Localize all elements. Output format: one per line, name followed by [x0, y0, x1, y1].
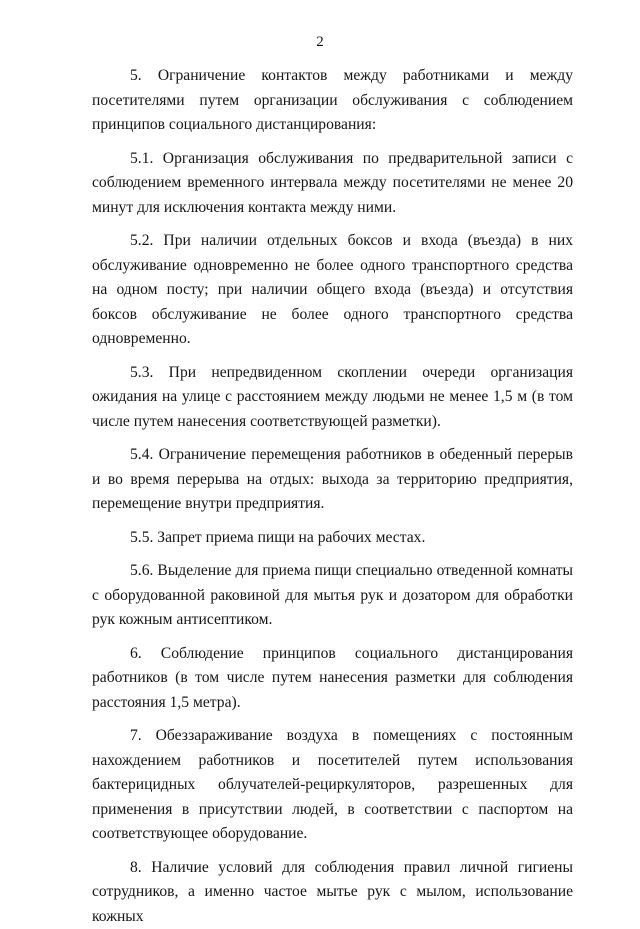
- paragraph-5-1: 5.1. Организация обслуживания по предварительной записи с соблюдением временного интервала между посетителями не менее 20 минут для исключения контакта между ними.: [92, 147, 573, 221]
- paragraph-8: 8. Наличие условий для соблюдения правил личной гигиены сотрудников, а именно частое мытье рук с мылом, использование кожных: [92, 856, 573, 929]
- paragraph-5: 5. Ограничение контактов между работниками и между посетителями путем организации обслуживания с соблюдением принципов социального дистанцирования:: [92, 64, 573, 138]
- document-body: [92, 64, 573, 929]
- paragraph-5-2: 5.2. При наличии отдельных боксов и входа (въезда) в них обслуживание одновременно не более одного транспортного средства на одном посту; при наличии общего входа (въезда) и отсутствия боксов обслуживание не более одного транспортного средства одновременно.: [92, 229, 573, 352]
- paragraph-5-3: 5.3. При непредвиденном скоплении очереди организация ожидания на улице с расстоянием между людьми не менее 1,5 м (в том числе путем нанесения соответствующей разметки).: [92, 361, 573, 435]
- paragraph-5-6: 5.6. Выделение для приема пищи специально отведенной комнаты с оборудованной раковиной для мытья рук и дозатором для обработки рук кожным антисептиком.: [92, 559, 573, 633]
- paragraph-5-4: 5.4. Ограничение перемещения работников в обеденный перерыв и во время перерыва на отдых: выхода за территорию предприятия, перемещение внутри предприятия.: [92, 443, 573, 517]
- page-number: 2: [0, 33, 640, 51]
- paragraph-6: 6. Соблюдение принципов социального дистанцирования работников (в том числе путем нанесения разметки для соблюдения расстояния 1,5 метра).: [92, 642, 573, 716]
- paragraph-5-5: 5.5. Запрет приема пищи на рабочих местах.: [92, 526, 573, 551]
- paragraph-7: 7. Обеззараживание воздуха в помещениях с постоянным нахождением работников и посетителей путем использования бактерицидных облучателей-рециркуляторов, разрешенных для применения в присутствии людей, в соответствии с паспортом на соответствующее оборудование.: [92, 724, 573, 847]
